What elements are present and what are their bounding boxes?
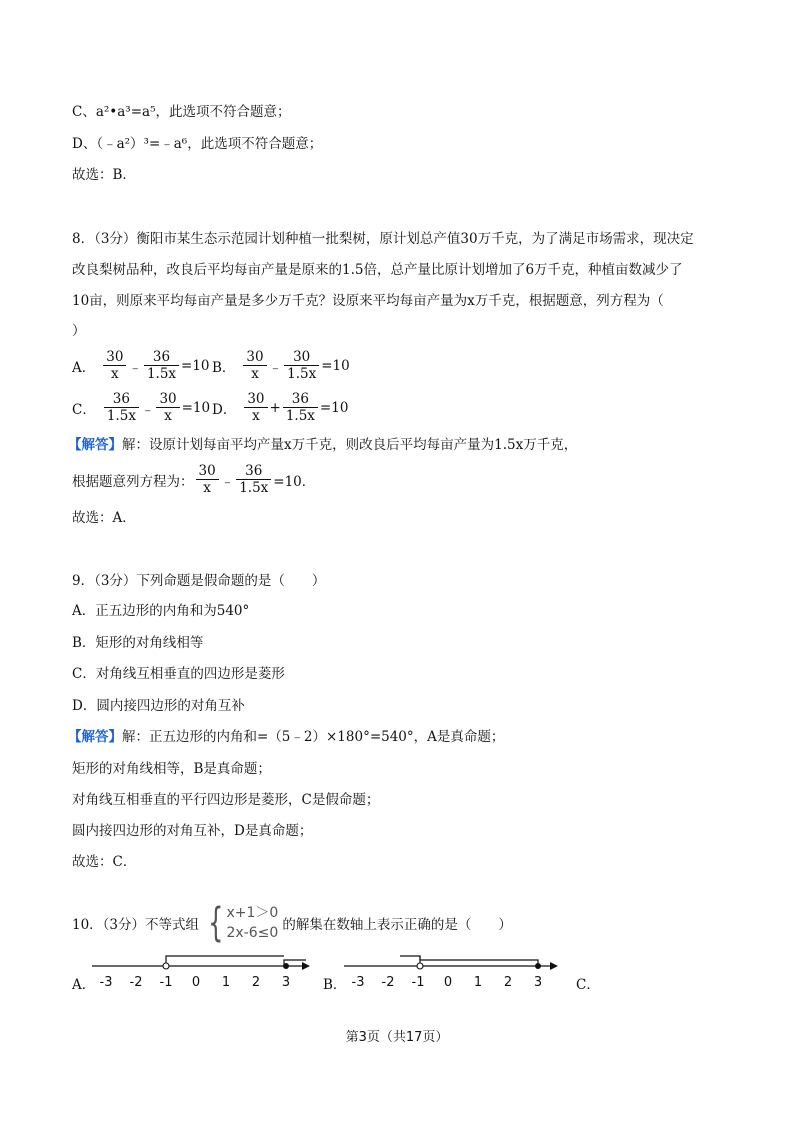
question-8-line-3: 10亩，则原来平均每亩产量是多少万千克？设原来平均每亩产量为x万千克，根据题意，列方程为（ [72, 293, 664, 309]
number-line-b [340, 948, 570, 994]
tick-label: -1 [411, 975, 425, 990]
inequality-system: { x+1＞0 2x-6≤0 [208, 900, 279, 946]
solution-9-line-4: 圆内接四边形的对角互补，D是真命题； [72, 823, 313, 839]
answer-8: 故选：A． [72, 510, 136, 526]
option-c-line: C、a²•a³=a⁵，此选项不符合题意； [72, 104, 291, 120]
q9-option-d: D．圆内接四边形的对角互补 [72, 698, 245, 714]
tick-label: -3 [351, 975, 365, 990]
tick-label: 2 [503, 975, 513, 990]
tick-label: -3 [99, 975, 113, 990]
question-10: 10．（3分）不等式组 { x+1＞0 2x-6≤0 的解集在数轴上表示正确的是（ ） [72, 900, 512, 946]
tick-label: -2 [381, 975, 395, 990]
q9-option-b: B．矩形的对角线相等 [72, 635, 204, 651]
q10-option-b-label: B． [323, 977, 347, 993]
solution-9-line-2: 矩形的对角线相等，B是真命题； [72, 761, 271, 777]
solution-9-line-1: 【解答】解：正五边形的内角和=（5﹣2）×180°=540°，A是真命题； [68, 729, 505, 745]
tick-label: 3 [281, 975, 291, 990]
number-line-a [88, 948, 318, 994]
question-9: 9．（3分）下列命题是假命题的是（ ） [72, 573, 326, 589]
tick-label: 0 [191, 975, 201, 990]
tick-label: 1 [473, 975, 483, 990]
tick-label: 1 [221, 975, 231, 990]
q10-option-c-label: C． [576, 977, 600, 993]
question-8-line-1: 8．（3分）衡阳市某生态示范园计划种植一批梨树，原计划总产值30万千克，为了满足市场需求，现决定 [72, 231, 694, 247]
q9-option-c: C．对角线互相垂直的四边形是菱形 [72, 666, 285, 682]
tick-label: -2 [129, 975, 143, 990]
q9-option-a: A．正五边形的内角和为540° [72, 603, 250, 619]
solution-9-line-3: 对角线互相垂直的平行四边形是菱形，C是假命题； [72, 792, 380, 808]
q8-option-c: C． $\frac{36}{1.5x}$ ﹣ $\frac{30}{x}$ =10 [72, 391, 211, 424]
page-footer: 第3页（共17页） [345, 1030, 449, 1045]
question-8-line-4: ） [72, 323, 86, 339]
q8-option-b: B． $\frac{30}{x}$ ﹣ $\frac{30}{1.5x}$ =10 [212, 349, 350, 382]
tick-label: 2 [251, 975, 261, 990]
solution-8-line-1: 【解答】解：设原计划每亩平均产量x万千克，则改良后平均每亩产量为1.5x万千克， [68, 437, 578, 453]
tick-label: 0 [443, 975, 453, 990]
answer-9: 故选：C． [72, 854, 137, 870]
solution-tag: 【解答】 [68, 437, 122, 453]
solution-8-line-2: 根据题意列方程为： $\frac{30}{x}$ ﹣ $\frac{36}{1.5x}$ =10． [72, 463, 316, 496]
tick-label: -1 [159, 975, 173, 990]
q8-option-d: D． $\frac{30}{x}$ + $\frac{36}{1.5x}$ =10 [212, 391, 349, 424]
q8-option-a: A． $\frac{30}{x}$ ﹣ $\frac{36}{1.5x}$ =10 [72, 349, 210, 382]
q10-option-a-label: A． [72, 977, 96, 993]
question-8-line-2: 改良梨树品种，改良后平均每亩产量是原来的1.5倍，总产量比原计划增加了6万千克，种植亩数减少了 [72, 262, 683, 278]
solution-tag: 【解答】 [68, 729, 122, 745]
option-d-line: D、（﹣a²）³=﹣a⁶，此选项不符合题意； [72, 136, 323, 152]
tick-label: 3 [533, 975, 543, 990]
answer-7: 故选：B． [72, 167, 136, 183]
